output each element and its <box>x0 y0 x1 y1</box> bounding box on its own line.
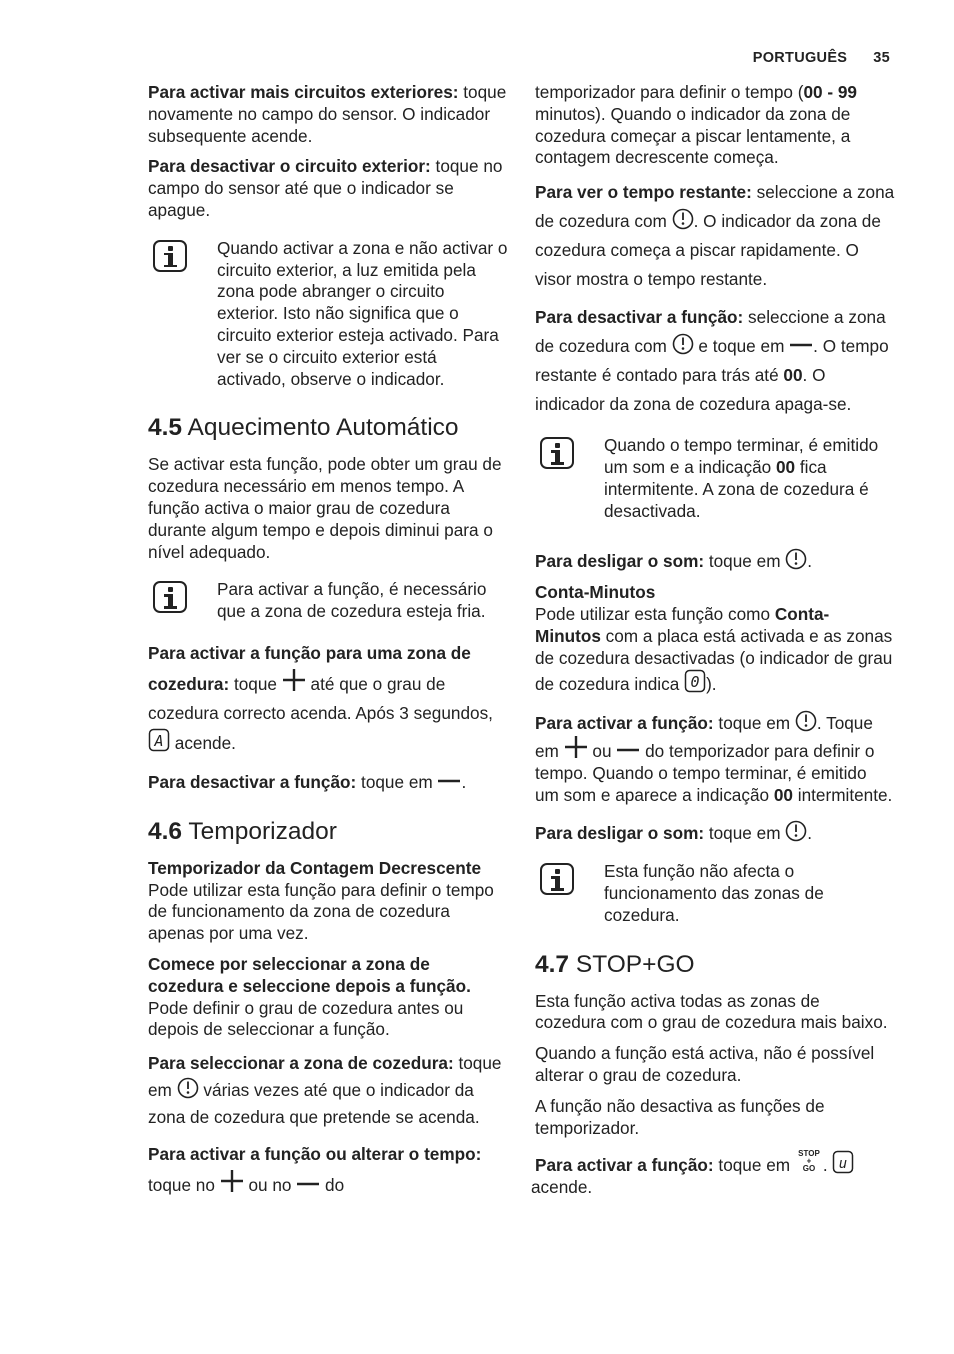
section-heading-4-6 <box>148 818 510 846</box>
text: com a placa está activada e as zonas de cozedura desactivadas (o indicador de grau de cozedura indica <box>535 625 893 695</box>
text: fica intermitente. A zona de cozedura é desactivada. <box>604 456 869 521</box>
paragraph <box>535 82 895 169</box>
text: . <box>807 551 813 572</box>
text: ). <box>706 674 717 695</box>
subheading: Temporizador da Contagem Decrescente <box>148 857 482 878</box>
subheading: Conta-Minutos <box>535 582 656 603</box>
bold-lead: Para desactivar a função: <box>148 771 357 792</box>
bold-lead: Para activar a função: <box>535 1155 714 1176</box>
page-header <box>753 50 890 66</box>
note-text: Para activar a função, é necessário que a zona de cozedura esteja fria. <box>217 579 487 622</box>
paragraph <box>535 303 895 419</box>
text: minutos). Quando o indicador da zona de cozedura começar a piscar lentamente, a contagem decrescente começa. <box>535 103 851 168</box>
zero-display-icon <box>684 669 706 693</box>
auto-heat-display-icon <box>148 728 170 752</box>
text: . O indicador da zona de cozedura apaga-se. <box>535 365 852 415</box>
text: várias vezes até que o indicador da zona de cozedura que pretende se acenda. <box>148 1080 480 1128</box>
text: toque no campo do sensor até que o indicador se apague. <box>148 156 503 220</box>
text: Pode utilizar esta função como <box>535 603 775 624</box>
text: . <box>461 771 467 792</box>
info-icon <box>540 863 574 895</box>
paragraph <box>148 858 510 945</box>
text: seleccione a zona de cozedura com <box>535 182 895 232</box>
display-glyph: 0 <box>690 673 700 692</box>
text: toque em <box>713 1155 795 1176</box>
text: ou <box>587 740 617 761</box>
text: Pode definir o grau de cozedura antes ou depois de seleccionar a função. <box>148 997 464 1040</box>
text: toque em <box>356 771 438 792</box>
note-text <box>604 435 895 522</box>
stop-label: STOP <box>798 1149 820 1159</box>
timer-icon <box>672 208 694 230</box>
section-number: 4.5 <box>148 414 183 442</box>
paragraph: Esta função activa todas as zonas de cozedura com o grau de cozedura mais baixo. <box>535 990 888 1033</box>
note-text: Esta função não afecta o funcionamento das zonas de cozedura. <box>604 861 824 925</box>
paragraph <box>535 582 895 696</box>
bold-lead: Para seleccionar a zona de cozedura: <box>148 1053 454 1074</box>
plus-icon <box>220 1169 244 1193</box>
text: . O tempo restante é contado para trás até <box>535 336 889 386</box>
section-number: 4.6 <box>148 817 183 845</box>
text: toque novamente no campo do sensor. O indicador subsequente acende. <box>148 82 507 146</box>
bold-value: 00 - 99 <box>803 82 857 102</box>
bold-lead: Comece por seleccionar a zona de cozedura e seleccione depois a função. <box>148 953 471 996</box>
bold-lead: Para activar a função ou alterar o tempo: <box>148 1144 482 1165</box>
paragraph: Se activar esta função, pode obter um grau de cozedura necessário em menos tempo. A função activa o maior grau de cozedura durante algum tempo e depois diminui para o nível adequado. <box>148 454 502 562</box>
page-number: 35 <box>873 50 890 66</box>
text: do temporizador para definir o tempo. Quando o tempo terminar, é emitido um som e aparece a indicação <box>535 740 875 805</box>
bold-lead: Para desactivar a função: <box>535 307 744 328</box>
info-icon <box>540 437 574 469</box>
info-note <box>148 579 510 623</box>
text: seleccione a zona de cozedura com <box>535 307 886 357</box>
display-glyph: u <box>839 1156 848 1173</box>
minus-icon <box>616 746 640 760</box>
paragraph <box>531 1148 895 1198</box>
section-title: STOP+GO <box>569 950 695 978</box>
paragraph <box>535 548 895 573</box>
text: Quando o tempo terminar, é emitido um som e a indicação <box>604 435 879 477</box>
bold-lead: Para desligar o som: <box>535 551 705 572</box>
text: intermitente. <box>792 784 893 805</box>
bold-lead: Para ver o tempo restante: <box>535 182 752 203</box>
paragraph <box>148 1140 510 1200</box>
paragraph <box>148 772 510 794</box>
text: . O indicador da zona de cozedura começa a piscar rapidamente. O visor mostra o tempo restante. <box>535 211 881 290</box>
text: toque em <box>704 823 786 844</box>
minus-icon <box>437 777 461 791</box>
minus-icon <box>296 1180 320 1194</box>
left-column <box>148 82 510 1209</box>
minus-icon <box>789 341 813 355</box>
text: toque em <box>148 1053 502 1101</box>
text: . Toque em <box>535 713 873 761</box>
bold-term: Conta-Minutos <box>535 603 830 646</box>
bold-value: 00 <box>783 365 803 386</box>
stop-plus: + <box>806 1156 812 1166</box>
text: temporizador para definir o tempo ( <box>535 82 804 102</box>
text: até que o grau de cozedura correcto acenda. Após 3 segundos, <box>148 673 493 723</box>
paragraph <box>148 1050 510 1131</box>
section-title: Temporizador <box>182 817 337 845</box>
text: ou no <box>243 1175 297 1196</box>
bold-lead: Para activar a função: <box>535 713 714 734</box>
text: . <box>807 823 813 844</box>
timer-icon <box>785 820 807 842</box>
right-column <box>531 82 895 1207</box>
paragraph <box>535 710 895 806</box>
stop-go-icon <box>795 1148 823 1174</box>
u-display-icon <box>832 1150 854 1174</box>
text: acende. <box>170 732 236 753</box>
bold-value: 00 <box>773 784 793 805</box>
display-glyph: A <box>154 731 164 750</box>
paragraph <box>535 178 895 294</box>
section-number: 4.7 <box>535 950 570 978</box>
header-language: PORTUGUÊS <box>752 50 848 66</box>
bold-lead: Para desactivar o circuito exterior: <box>148 156 431 177</box>
plus-icon <box>282 668 306 692</box>
text: toque em <box>713 713 795 734</box>
paragraph <box>535 820 895 845</box>
info-note <box>535 435 895 522</box>
bold-value: 00 <box>775 456 796 477</box>
info-icon <box>153 581 187 613</box>
text: e toque em <box>693 336 790 357</box>
text: do <box>320 1175 345 1196</box>
info-icon <box>153 240 187 272</box>
paragraph: Quando a função está activa, não é possível alterar o grau de cozedura. <box>535 1043 875 1085</box>
bold-lead: Para desligar o som: <box>535 823 705 844</box>
section-heading-4-5 <box>148 414 510 442</box>
section-title: Aquecimento Automático <box>182 414 459 442</box>
note-text: Quando activar a zona e não activar o circuito exterior, a luz emitida pela zona pode abranger o circuito exterior. Isto não significa que o circuito exterior esteja activado. Para ver se o circuito exterior está activado, observe o indicador. <box>217 237 508 389</box>
go-label: GO <box>802 1164 816 1174</box>
text: . <box>822 1155 833 1176</box>
info-note <box>535 861 895 926</box>
paragraph <box>148 82 510 147</box>
text: acende. <box>531 1177 593 1198</box>
paragraph <box>148 639 510 758</box>
text: toque no <box>148 1175 220 1196</box>
timer-icon <box>795 710 817 732</box>
info-note <box>148 238 510 391</box>
timer-icon <box>672 333 694 355</box>
bold-lead: Para activar mais circuitos exteriores: <box>148 82 459 102</box>
paragraph <box>148 156 510 221</box>
text: toque <box>229 673 282 694</box>
section-heading-4-7 <box>535 951 895 979</box>
paragraph: A função não desactiva as funções de temporizador. <box>535 1095 825 1138</box>
timer-icon <box>785 548 807 570</box>
text: toque em <box>704 551 786 572</box>
plus-icon <box>564 735 588 759</box>
timer-icon <box>177 1077 199 1099</box>
bold-lead: Para activar a função para uma zona de cozedura: <box>148 642 471 694</box>
text: Pode utilizar esta função para definir o tempo de funcionamento da zona de cozedura apenas por uma vez. <box>148 879 494 944</box>
paragraph <box>148 954 510 1041</box>
